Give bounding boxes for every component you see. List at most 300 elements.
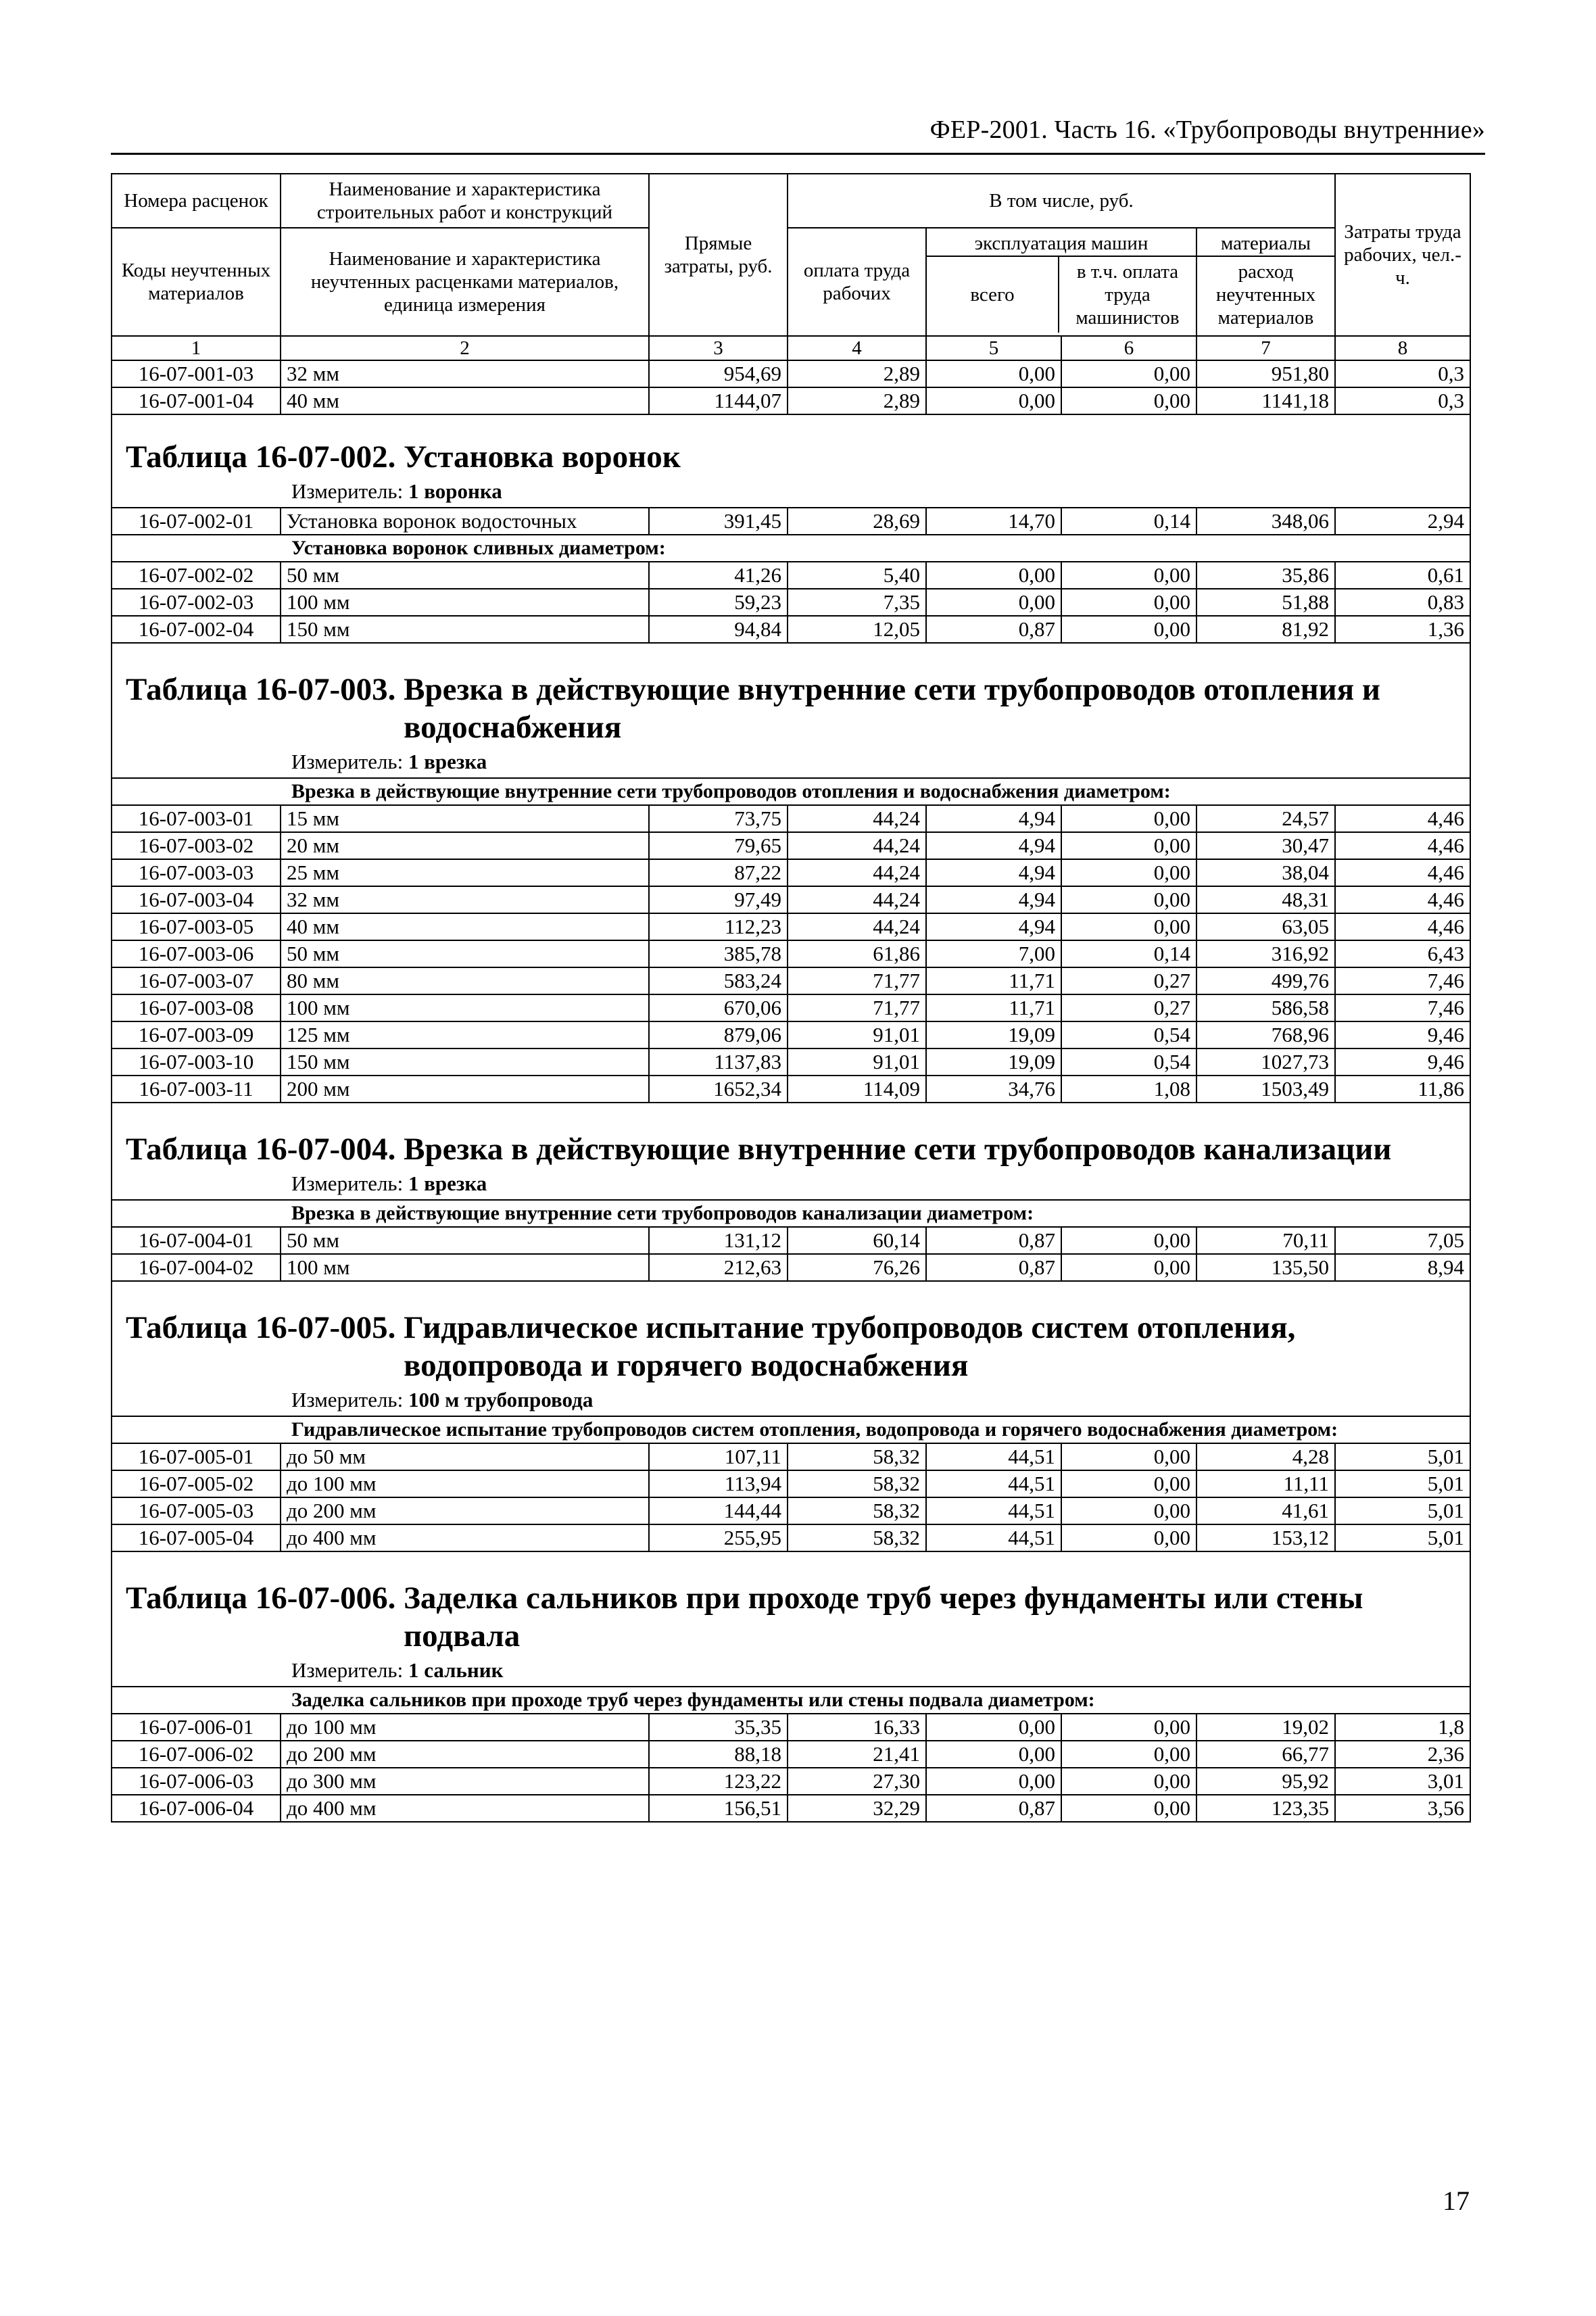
spacer-cell	[112, 1551, 1470, 1579]
rate-name: 200 мм	[281, 1076, 649, 1103]
rate-name: до 400 мм	[281, 1524, 649, 1551]
rate-code: 16-07-003-03	[112, 859, 281, 886]
value-operators: 0,00	[1061, 562, 1196, 589]
table-row	[112, 387, 1470, 414]
value-machines: 0,87	[926, 1795, 1061, 1822]
value-materials: 41,61	[1196, 1497, 1335, 1524]
value-labor: 2,89	[788, 387, 926, 414]
header-operators-pay: в т.ч. оплата труда машинистов	[1075, 261, 1180, 329]
value-labor: 5,40	[788, 562, 926, 589]
value-materials: 24,57	[1196, 805, 1335, 832]
rate-code: 16-07-003-02	[112, 832, 281, 859]
value-direct: 79,65	[649, 832, 788, 859]
value-direct: 97,49	[649, 886, 788, 913]
title-gap	[395, 438, 404, 476]
value-machines: 0,00	[926, 562, 1061, 589]
value-machines: 44,51	[926, 1524, 1061, 1551]
table-title-text	[126, 1579, 1470, 1655]
rate-code: 16-07-003-11	[112, 1076, 281, 1103]
spacer-cell	[112, 643, 1470, 671]
value-direct: 131,12	[649, 1227, 788, 1254]
subheading: Врезка в действующие внутренние сети трубопроводов канализации диаметром:	[112, 1200, 1470, 1227]
value-machines: 44,51	[926, 1470, 1061, 1497]
table-title-text	[126, 1130, 1470, 1168]
subheading-row	[112, 1200, 1470, 1227]
value-hours: 7,46	[1335, 994, 1470, 1021]
page-running-header: ФЕР-2001. Часть 16. «Трубопроводы внутренние»	[929, 116, 1485, 144]
header-machines-total: всего	[927, 257, 1059, 333]
rate-name: 80 мм	[281, 967, 649, 994]
column-number: 3	[649, 336, 788, 360]
meter-label: Измеритель:	[291, 1172, 404, 1195]
rate-code: 16-07-006-03	[112, 1768, 281, 1795]
header-rule	[111, 153, 1485, 155]
subheading: Врезка в действующие внутренние сети трубопроводов отопления и водоснабжения диаметром:	[112, 778, 1470, 805]
column-number-row	[112, 336, 1470, 360]
value-operators: 0,00	[1061, 832, 1196, 859]
meter-row	[112, 476, 1470, 508]
header-codes-bottom: Коды неучтенных материалов	[112, 228, 281, 336]
value-operators: 0,00	[1061, 1470, 1196, 1497]
value-operators: 0,00	[1061, 360, 1196, 387]
value-materials: 51,88	[1196, 589, 1335, 616]
table-title	[112, 1309, 1470, 1384]
table-title-prefix: Таблица 16-07-002.	[126, 439, 396, 475]
value-labor: 71,77	[788, 967, 926, 994]
value-hours: 9,46	[1335, 1021, 1470, 1048]
value-machines: 0,87	[926, 1254, 1061, 1281]
value-operators: 0,54	[1061, 1021, 1196, 1048]
value-machines: 44,51	[926, 1443, 1061, 1470]
value-hours: 0,3	[1335, 387, 1470, 414]
spacer-row	[112, 1281, 1470, 1309]
rate-name: 20 мм	[281, 832, 649, 859]
rate-name: 32 мм	[281, 360, 649, 387]
value-machines: 19,09	[926, 1021, 1061, 1048]
value-labor: 76,26	[788, 1254, 926, 1281]
table-title-caption: Установка воронок	[404, 439, 681, 475]
value-direct: 73,75	[649, 805, 788, 832]
rate-code: 16-07-002-02	[112, 562, 281, 589]
value-machines: 0,87	[926, 616, 1061, 643]
value-direct: 1144,07	[649, 387, 788, 414]
value-machines: 4,94	[926, 859, 1061, 886]
table-row	[112, 1470, 1470, 1497]
table-row	[112, 616, 1470, 643]
value-materials: 135,50	[1196, 1254, 1335, 1281]
value-operators: 0,00	[1061, 387, 1196, 414]
value-machines: 0,00	[926, 360, 1061, 387]
value-materials: 499,76	[1196, 967, 1335, 994]
subheading-row	[112, 778, 1470, 805]
rate-name: Установка воронок водосточных	[281, 508, 649, 535]
value-hours: 0,83	[1335, 589, 1470, 616]
value-operators: 0,00	[1061, 1227, 1196, 1254]
meter-cell	[112, 1655, 1470, 1687]
value-materials: 153,12	[1196, 1524, 1335, 1551]
value-hours: 4,46	[1335, 913, 1470, 940]
value-materials: 1141,18	[1196, 387, 1335, 414]
spacer-cell	[112, 1103, 1470, 1130]
column-number: 7	[1196, 336, 1335, 360]
value-machines: 0,00	[926, 1714, 1061, 1741]
title-gap	[395, 1309, 404, 1384]
table-title	[112, 438, 1470, 476]
rate-name: 32 мм	[281, 886, 649, 913]
value-direct: 107,11	[649, 1443, 788, 1470]
table-row	[112, 1741, 1470, 1768]
value-labor: 71,77	[788, 994, 926, 1021]
rate-code: 16-07-002-04	[112, 616, 281, 643]
table-body	[112, 360, 1470, 1822]
value-materials: 4,28	[1196, 1443, 1335, 1470]
value-labor: 58,32	[788, 1497, 926, 1524]
column-number: 4	[788, 336, 926, 360]
subheading: Установка воронок сливных диаметром:	[112, 535, 1470, 562]
table-row	[112, 832, 1470, 859]
table-row	[112, 1795, 1470, 1822]
meter-gap	[403, 1388, 408, 1412]
value-hours: 0,61	[1335, 562, 1470, 589]
table-row	[112, 1768, 1470, 1795]
table-row	[112, 994, 1470, 1021]
meter-value: 100 м трубопровода	[408, 1388, 594, 1412]
value-operators: 0,00	[1061, 1443, 1196, 1470]
rate-name: 40 мм	[281, 913, 649, 940]
value-materials: 316,92	[1196, 940, 1335, 967]
value-direct: 88,18	[649, 1741, 788, 1768]
meter-label: Измеритель:	[291, 1388, 404, 1412]
table-title-caption: Заделка сальников при проходе труб через фундаменты или стены подвала	[404, 1581, 1363, 1654]
meter-row	[112, 1384, 1470, 1416]
value-hours: 3,01	[1335, 1768, 1470, 1795]
value-machines: 4,94	[926, 805, 1061, 832]
meter-gap	[403, 750, 408, 773]
value-machines: 0,87	[926, 1227, 1061, 1254]
value-materials: 1503,49	[1196, 1076, 1335, 1103]
value-hours: 9,46	[1335, 1048, 1470, 1076]
table-row	[112, 805, 1470, 832]
rate-name: до 100 мм	[281, 1714, 649, 1741]
table-row	[112, 1076, 1470, 1103]
value-operators: 0,00	[1061, 616, 1196, 643]
value-machines: 0,00	[926, 1741, 1061, 1768]
meter-value: 1 врезка	[408, 750, 487, 773]
value-machines: 0,00	[926, 589, 1061, 616]
value-labor: 44,24	[788, 886, 926, 913]
rate-code: 16-07-001-04	[112, 387, 281, 414]
value-direct: 391,45	[649, 508, 788, 535]
value-labor: 44,24	[788, 913, 926, 940]
value-machines: 0,00	[926, 387, 1061, 414]
meter-value: 1 воронка	[408, 479, 502, 503]
value-operators: 0,14	[1061, 940, 1196, 967]
value-labor: 58,32	[788, 1470, 926, 1497]
value-operators: 0,27	[1061, 967, 1196, 994]
table-row	[112, 1227, 1470, 1254]
value-labor: 21,41	[788, 1741, 926, 1768]
price-table	[111, 173, 1471, 1823]
header-machines: эксплуатация машин	[927, 231, 1196, 257]
value-direct: 879,06	[649, 1021, 788, 1048]
title-gap	[395, 1130, 404, 1168]
table-title	[112, 1130, 1470, 1168]
value-materials: 95,92	[1196, 1768, 1335, 1795]
value-operators: 0,27	[1061, 994, 1196, 1021]
value-labor: 61,86	[788, 940, 926, 967]
spacer-cell	[112, 414, 1470, 438]
value-materials: 1027,73	[1196, 1048, 1335, 1076]
value-operators: 0,00	[1061, 886, 1196, 913]
value-labor: 28,69	[788, 508, 926, 535]
value-materials: 586,58	[1196, 994, 1335, 1021]
value-operators: 0,00	[1061, 589, 1196, 616]
header-labor-pay: оплата труда рабочих	[788, 228, 926, 336]
rate-code: 16-07-005-03	[112, 1497, 281, 1524]
value-operators: 0,00	[1061, 1254, 1196, 1281]
table-title-row	[112, 438, 1470, 476]
rate-code: 16-07-003-08	[112, 994, 281, 1021]
value-labor: 12,05	[788, 616, 926, 643]
rate-name: 150 мм	[281, 1048, 649, 1076]
rate-code: 16-07-005-04	[112, 1524, 281, 1551]
value-materials: 70,11	[1196, 1227, 1335, 1254]
value-hours: 7,46	[1335, 967, 1470, 994]
subheading: Гидравлическое испытание трубопроводов систем отопления, водопровода и горячего водоснабжения диаметром:	[112, 1416, 1470, 1443]
header-unaccounted-materials: расход неучтенных материалов	[1215, 261, 1316, 329]
value-labor: 91,01	[788, 1021, 926, 1048]
value-machines: 0,00	[926, 1768, 1061, 1795]
value-hours: 0,3	[1335, 360, 1470, 387]
value-operators: 0,00	[1061, 805, 1196, 832]
value-materials: 348,06	[1196, 508, 1335, 535]
header-labor-hours: Затраты труда рабочих, чел.-ч.	[1335, 174, 1470, 336]
rate-name: 25 мм	[281, 859, 649, 886]
value-materials: 768,96	[1196, 1021, 1335, 1048]
rate-name: до 200 мм	[281, 1741, 649, 1768]
value-operators: 0,00	[1061, 859, 1196, 886]
value-operators: 0,00	[1061, 1741, 1196, 1768]
rate-code: 16-07-003-04	[112, 886, 281, 913]
spacer-row	[112, 414, 1470, 438]
table-title-text	[126, 438, 1470, 476]
table-title-row	[112, 1309, 1470, 1384]
table-row	[112, 940, 1470, 967]
rate-name: до 300 мм	[281, 1768, 649, 1795]
meter-cell	[112, 1168, 1470, 1200]
value-machines: 34,76	[926, 1076, 1061, 1103]
value-operators: 0,00	[1061, 1497, 1196, 1524]
value-machines: 4,94	[926, 913, 1061, 940]
value-labor: 44,24	[788, 805, 926, 832]
header-materials-group	[1196, 228, 1335, 336]
value-materials: 38,04	[1196, 859, 1335, 886]
rate-name: 15 мм	[281, 805, 649, 832]
meter-gap	[403, 479, 408, 503]
value-materials: 66,77	[1196, 1741, 1335, 1768]
table-row	[112, 886, 1470, 913]
value-direct: 112,23	[649, 913, 788, 940]
value-labor: 7,35	[788, 589, 926, 616]
value-operators: 0,14	[1061, 508, 1196, 535]
value-materials: 123,35	[1196, 1795, 1335, 1822]
meter-gap	[403, 1658, 408, 1682]
value-direct: 144,44	[649, 1497, 788, 1524]
value-hours: 11,86	[1335, 1076, 1470, 1103]
meter-row	[112, 1168, 1470, 1200]
spacer-row	[112, 643, 1470, 671]
header-codes-top: Номера расценок	[112, 174, 281, 228]
header-group-including: В том числе, руб.	[788, 174, 1335, 228]
column-number: 6	[1061, 336, 1196, 360]
value-hours: 8,94	[1335, 1254, 1470, 1281]
value-labor: 44,24	[788, 859, 926, 886]
value-machines: 11,71	[926, 967, 1061, 994]
rate-name: 50 мм	[281, 1227, 649, 1254]
value-materials: 48,31	[1196, 886, 1335, 913]
value-hours: 1,8	[1335, 1714, 1470, 1741]
table-title-row	[112, 1130, 1470, 1168]
table-row	[112, 967, 1470, 994]
rate-code: 16-07-003-01	[112, 805, 281, 832]
value-machines: 4,94	[926, 832, 1061, 859]
value-hours: 7,05	[1335, 1227, 1470, 1254]
table-row	[112, 1524, 1470, 1551]
value-operators: 0,00	[1061, 1524, 1196, 1551]
table-row	[112, 1021, 1470, 1048]
table-title-prefix: Таблица 16-07-004.	[126, 1132, 396, 1167]
value-direct: 954,69	[649, 360, 788, 387]
value-machines: 19,09	[926, 1048, 1061, 1076]
title-gap	[395, 671, 404, 746]
value-materials: 951,80	[1196, 360, 1335, 387]
meter-cell	[112, 1384, 1470, 1416]
value-direct: 35,35	[649, 1714, 788, 1741]
value-materials: 81,92	[1196, 616, 1335, 643]
table-row	[112, 1497, 1470, 1524]
rate-name: до 200 мм	[281, 1497, 649, 1524]
rate-code: 16-07-004-01	[112, 1227, 281, 1254]
meter-label: Измеритель:	[291, 1658, 404, 1682]
rate-name: 125 мм	[281, 1021, 649, 1048]
table-title-caption: Врезка в действующие внутренние сети трубопроводов отопления и водоснабжения	[404, 672, 1380, 745]
meter-gap	[403, 1172, 408, 1195]
value-operators: 0,00	[1061, 1768, 1196, 1795]
table-row	[112, 1254, 1470, 1281]
rate-name: 50 мм	[281, 940, 649, 967]
column-number: 1	[112, 336, 281, 360]
rate-name: 100 мм	[281, 1254, 649, 1281]
value-machines: 14,70	[926, 508, 1061, 535]
value-direct: 583,24	[649, 967, 788, 994]
value-materials: 35,86	[1196, 562, 1335, 589]
rate-code: 16-07-005-01	[112, 1443, 281, 1470]
value-machines: 44,51	[926, 1497, 1061, 1524]
value-operators: 0,54	[1061, 1048, 1196, 1076]
value-hours: 5,01	[1335, 1443, 1470, 1470]
value-direct: 113,94	[649, 1470, 788, 1497]
value-hours: 5,01	[1335, 1497, 1470, 1524]
header-materials: материалы	[1197, 231, 1334, 257]
value-hours: 4,46	[1335, 832, 1470, 859]
rate-code: 16-07-006-04	[112, 1795, 281, 1822]
value-labor: 44,24	[788, 832, 926, 859]
value-labor: 60,14	[788, 1227, 926, 1254]
rate-code: 16-07-003-07	[112, 967, 281, 994]
value-materials: 63,05	[1196, 913, 1335, 940]
title-gap	[395, 1579, 404, 1655]
value-machines: 7,00	[926, 940, 1061, 967]
meter-cell	[112, 746, 1470, 778]
rate-name: до 400 мм	[281, 1795, 649, 1822]
table-title-text	[126, 1309, 1470, 1384]
table-row	[112, 1714, 1470, 1741]
column-number: 2	[281, 336, 649, 360]
table-title-row	[112, 671, 1470, 746]
column-number: 5	[926, 336, 1061, 360]
table-title	[112, 671, 1470, 746]
header-direct-costs: Прямые затраты, руб.	[649, 174, 788, 336]
value-hours: 3,56	[1335, 1795, 1470, 1822]
table-title-prefix: Таблица 16-07-005.	[126, 1310, 396, 1345]
meter-cell	[112, 476, 1470, 508]
value-direct: 385,78	[649, 940, 788, 967]
table-row	[112, 1443, 1470, 1470]
table-row	[112, 360, 1470, 387]
table-row	[112, 913, 1470, 940]
table-row	[112, 859, 1470, 886]
value-labor: 58,32	[788, 1524, 926, 1551]
meter-row	[112, 746, 1470, 778]
value-labor: 27,30	[788, 1768, 926, 1795]
meter-row	[112, 1655, 1470, 1687]
value-direct: 212,63	[649, 1254, 788, 1281]
header-name-top: Наименование и характеристика строительных работ и конструкций	[281, 174, 649, 228]
rate-name: 50 мм	[281, 562, 649, 589]
rate-code: 16-07-002-01	[112, 508, 281, 535]
value-machines: 11,71	[926, 994, 1061, 1021]
value-labor: 58,32	[788, 1443, 926, 1470]
value-direct: 1652,34	[649, 1076, 788, 1103]
header-name-bottom: Наименование и характеристика неучтенных расценками материалов, единица измерения	[281, 228, 649, 336]
meter-value: 1 сальник	[408, 1658, 504, 1682]
value-hours: 1,36	[1335, 616, 1470, 643]
value-hours: 6,43	[1335, 940, 1470, 967]
value-hours: 4,46	[1335, 805, 1470, 832]
subheading-row	[112, 535, 1470, 562]
rate-name: 100 мм	[281, 994, 649, 1021]
spacer-row	[112, 1551, 1470, 1579]
value-operators: 1,08	[1061, 1076, 1196, 1103]
meter-label: Измеритель:	[291, 750, 404, 773]
value-hours: 4,46	[1335, 859, 1470, 886]
value-operators: 0,00	[1061, 913, 1196, 940]
rate-name: до 50 мм	[281, 1443, 649, 1470]
value-operators: 0,00	[1061, 1714, 1196, 1741]
value-direct: 156,51	[649, 1795, 788, 1822]
value-direct: 87,22	[649, 859, 788, 886]
rate-name: 100 мм	[281, 589, 649, 616]
table-title-caption: Врезка в действующие внутренние сети трубопроводов канализации	[404, 1132, 1392, 1167]
value-direct: 255,95	[649, 1524, 788, 1551]
table-title-prefix: Таблица 16-07-003.	[126, 672, 396, 707]
rate-name: до 100 мм	[281, 1470, 649, 1497]
value-hours: 5,01	[1335, 1470, 1470, 1497]
value-labor: 2,89	[788, 360, 926, 387]
value-materials: 30,47	[1196, 832, 1335, 859]
value-direct: 41,26	[649, 562, 788, 589]
value-labor: 114,09	[788, 1076, 926, 1103]
